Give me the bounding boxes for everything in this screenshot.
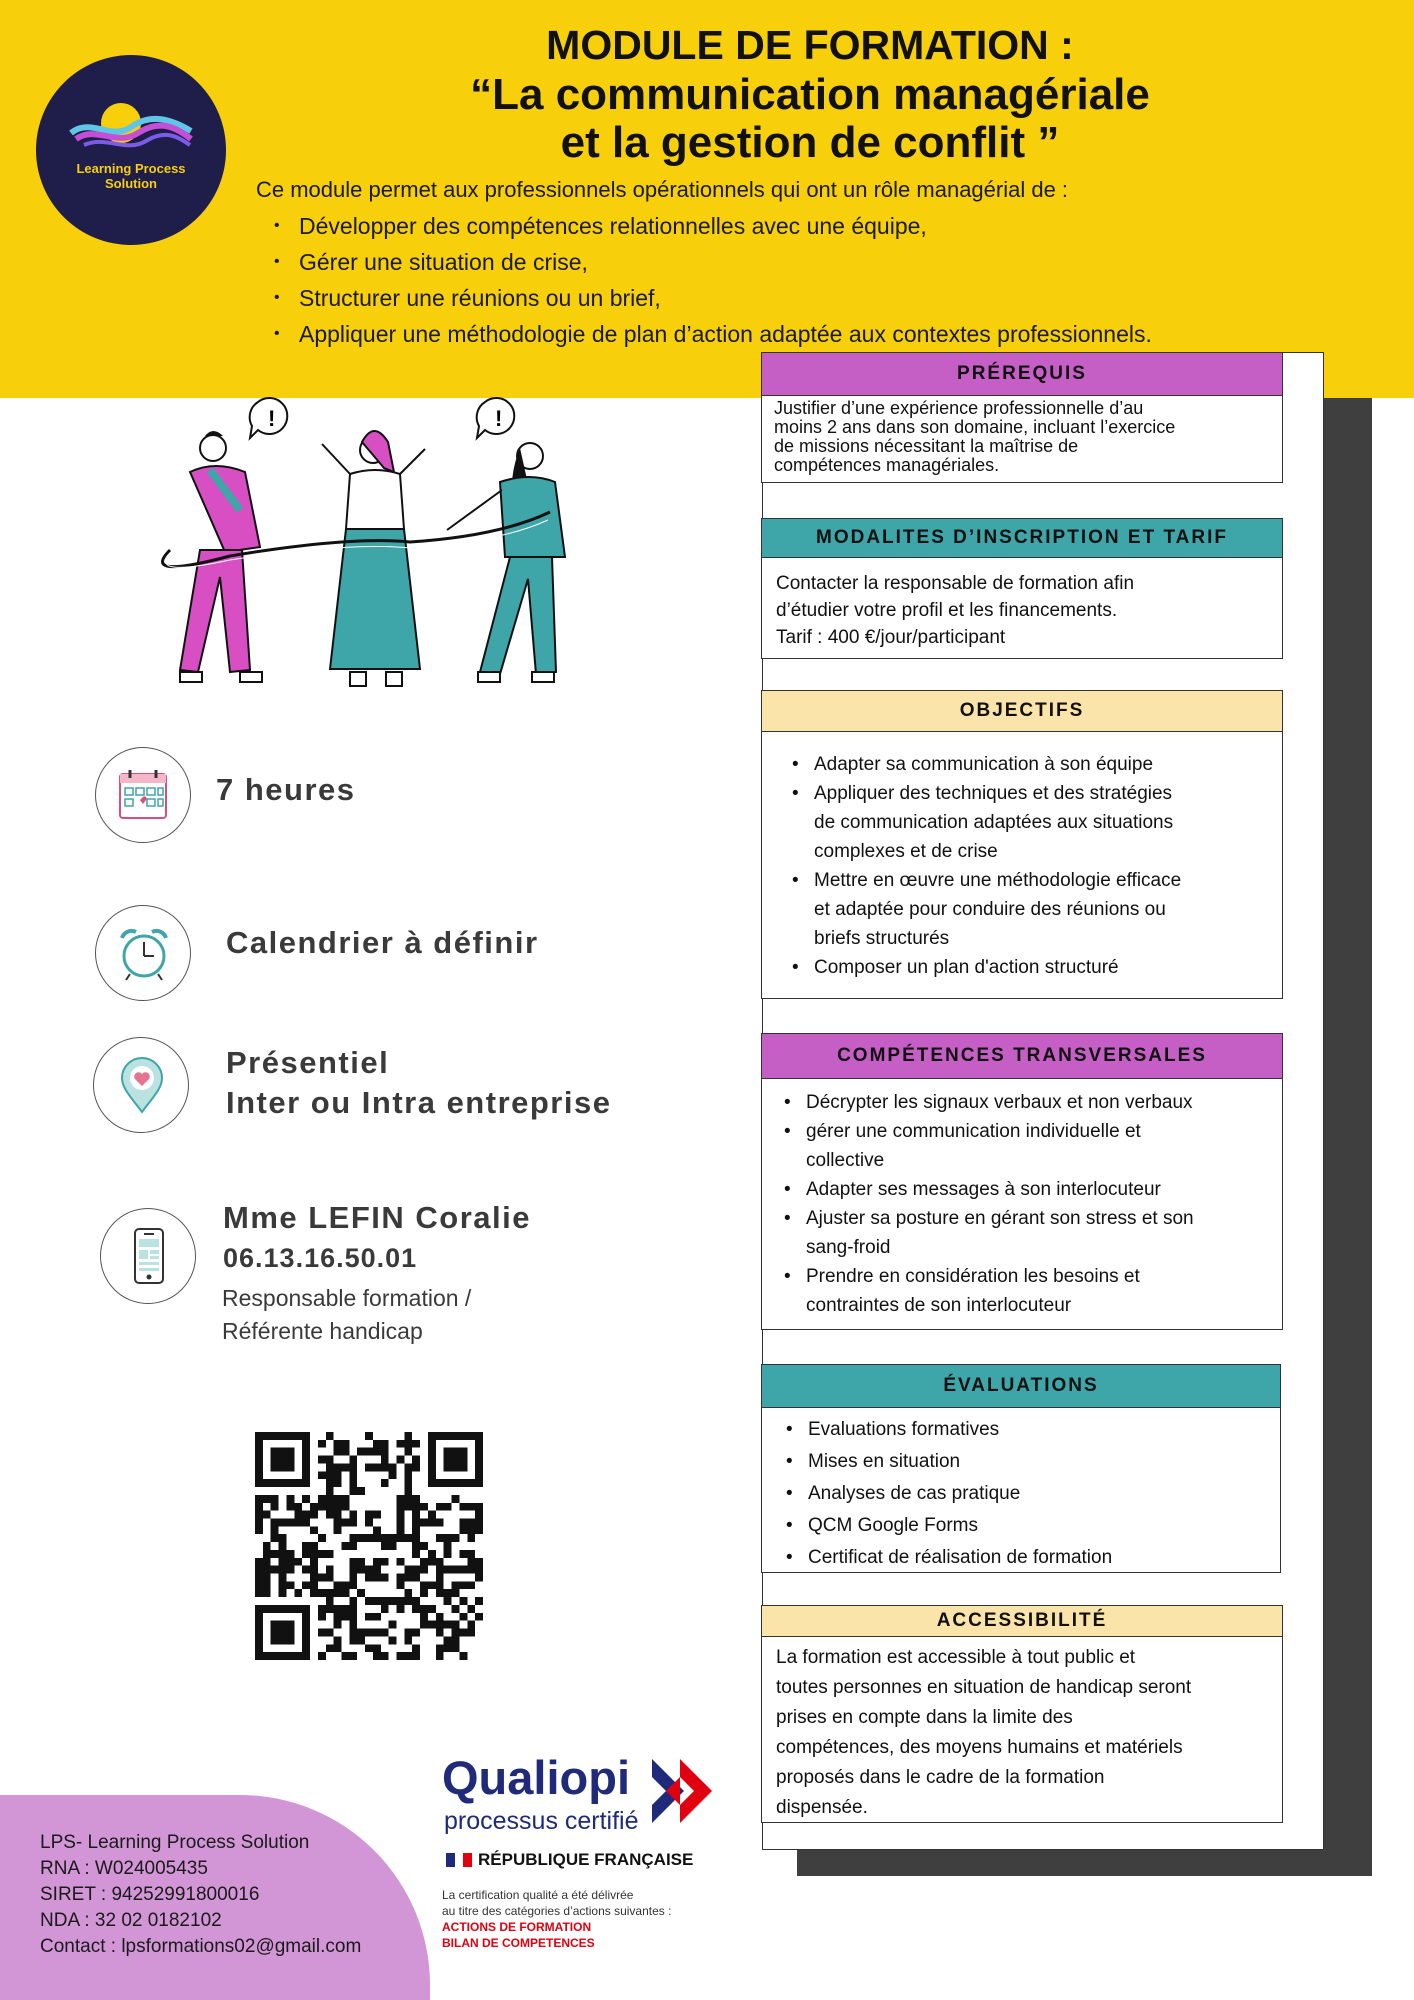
competence-item: • Ajuster sa posture en gérant son stress et son sang-froid bbox=[806, 1204, 1272, 1262]
mode-line2: Inter ou Intra entreprise bbox=[226, 1085, 612, 1120]
duration-text: 7 heures bbox=[216, 772, 356, 807]
header-bullet: • Gérer une situation de crise, bbox=[274, 249, 588, 276]
prerequis-body bbox=[761, 395, 1283, 483]
footer-rna: RNA : W024005435 bbox=[40, 1858, 208, 1879]
inscription-line: Contacter la responsable de formation afin bbox=[776, 573, 1135, 594]
action-category: BILAN DE COMPETENCES bbox=[442, 1936, 595, 1950]
logo-text-line2: Solution bbox=[105, 176, 157, 191]
objectif-item: • Adapter sa communication à son équipe bbox=[814, 750, 1272, 779]
footer-nda: NDA : 32 02 0182102 bbox=[40, 1910, 222, 1931]
svg-text:!: ! bbox=[495, 406, 503, 431]
prerequis-line: de missions nécessitant la maîtrise de bbox=[774, 436, 1079, 456]
evaluation-item: • QCM Google Forms bbox=[808, 1510, 1270, 1542]
qr-code[interactable] bbox=[255, 1432, 483, 1660]
contact-role bbox=[222, 1282, 471, 1348]
evaluation-item: • Certificat de réalisation de formation bbox=[808, 1542, 1270, 1574]
calendar-text: Calendrier à définir bbox=[226, 925, 539, 960]
competence-item: • Décrypter les signaux verbaux et non verbaux bbox=[806, 1088, 1272, 1117]
evaluation-item: • Analyses de cas pratique bbox=[808, 1478, 1270, 1510]
title-line3: et la gestion de conflit ” bbox=[560, 118, 1060, 167]
logo-text bbox=[36, 161, 226, 191]
header-bullet: • Structurer une réunions ou un brief, bbox=[274, 285, 661, 312]
evaluations-body bbox=[761, 1407, 1281, 1573]
action-category: ACTIONS DE FORMATION bbox=[442, 1920, 592, 1934]
competences-body bbox=[761, 1078, 1283, 1330]
logo-text-line1: Learning Process bbox=[76, 161, 186, 176]
objectif-item: • Mettre en œuvre une méthodologie efficace et adaptée pour conduire des réunions ou briefs structurés bbox=[814, 866, 1272, 953]
evaluations-header: ÉVALUATIONS bbox=[761, 1364, 1281, 1408]
prerequis-line: compétences managériales. bbox=[774, 455, 1000, 475]
objectifs-header: OBJECTIFS bbox=[761, 690, 1283, 732]
contact-name: Mme LEFIN Coralie bbox=[223, 1200, 531, 1235]
accessibilite-line: prises en compte dans la limite des bbox=[776, 1707, 1073, 1728]
calendar-circle bbox=[95, 747, 191, 843]
objectif-item: • Composer un plan d'action structuré bbox=[814, 953, 1272, 982]
inscription-body bbox=[761, 557, 1283, 659]
french-flag-icon bbox=[446, 1853, 472, 1867]
accessibilite-line: toutes personnes en situation de handicap seront bbox=[776, 1677, 1192, 1698]
location-heart-icon bbox=[112, 1056, 172, 1116]
alarm-clock-icon bbox=[114, 924, 174, 984]
accessibilite-header: ACCESSIBILITÉ bbox=[761, 1605, 1283, 1637]
accessibilite-line: compétences, des moyens humains et matériels bbox=[776, 1737, 1183, 1758]
accessibilite-line: La formation est accessible à tout public et bbox=[776, 1647, 1136, 1668]
qualiopi-brand: Qualiopi bbox=[442, 1751, 630, 1804]
accessibilite-line: dispensée. bbox=[776, 1797, 868, 1818]
calendar-icon bbox=[114, 766, 174, 826]
contact-phone: 06.13.16.50.01 bbox=[223, 1243, 418, 1273]
tarif-text: Tarif : 400 €/jour/participant bbox=[776, 627, 1006, 648]
prerequis-line: moins 2 ans dans son domaine, incluant l’exercice bbox=[774, 417, 1176, 437]
certification-text: La certification qualité a été délivrée au titre des catégories d’actions suivantes : ACTIONS DE FORMATION BILAN DE COMPETENCES bbox=[442, 1888, 672, 1950]
qualiopi-chevrons-icon bbox=[648, 1755, 720, 1827]
phone-circle bbox=[100, 1208, 196, 1304]
competence-item: • Adapter ses messages à son interlocuteur bbox=[806, 1175, 1272, 1204]
qualiopi-certification bbox=[440, 1745, 730, 1975]
competence-item: • Prendre en considération les besoins et contraintes de son interlocuteur bbox=[806, 1262, 1272, 1320]
accessibilite-body bbox=[761, 1636, 1283, 1823]
footer-siret: SIRET : 94252991800016 bbox=[40, 1884, 260, 1905]
inscription-line: d’étudier votre profil et les financements. bbox=[776, 600, 1118, 621]
qualiopi-subtitle: processus certifié bbox=[444, 1807, 639, 1835]
competences-header: COMPÉTENCES TRANSVERSALES bbox=[761, 1033, 1283, 1079]
evaluation-item: • Evaluations formatives bbox=[808, 1414, 1270, 1446]
objectif-item: • Appliquer des techniques et des stratégies de communication adaptées aux situations complexes et de crise bbox=[814, 779, 1272, 866]
republique-francaise: RÉPUBLIQUE FRANÇAISE bbox=[478, 1850, 694, 1869]
prerequis-header: PRÉREQUIS bbox=[761, 352, 1283, 396]
header-bullet: • Développer des compétences relationnelles avec une équipe, bbox=[274, 213, 927, 240]
title-line1: MODULE DE FORMATION : bbox=[546, 22, 1074, 68]
intro-text: Ce module permet aux professionnels opérationnels qui ont un rôle managérial de : bbox=[256, 177, 1069, 202]
contact-role-line1: Responsable formation / bbox=[222, 1285, 472, 1311]
company-logo bbox=[36, 55, 226, 245]
location-circle bbox=[93, 1037, 189, 1133]
logo-wave-icon bbox=[66, 95, 196, 155]
competence-item: • gérer une communication individuelle et collective bbox=[806, 1117, 1272, 1175]
header-bullet: • Appliquer une méthodologie de plan d’action adaptée aux contextes professionnels. bbox=[274, 321, 1152, 348]
title-line2: “La communication managériale bbox=[470, 70, 1150, 119]
mode-line1: Présentiel bbox=[226, 1045, 390, 1080]
evaluation-item: • Mises en situation bbox=[808, 1446, 1270, 1478]
clock-circle bbox=[95, 905, 191, 1001]
inscription-header: MODALITES D’INSCRIPTION ET TARIF bbox=[761, 518, 1283, 558]
prerequis-line: Justifier d’une expérience professionnelle d’au bbox=[774, 398, 1144, 418]
team-conflict-illustration bbox=[150, 390, 650, 720]
footer-company: LPS- Learning Process Solution bbox=[40, 1832, 310, 1853]
svg-text:!: ! bbox=[268, 406, 276, 431]
accessibilite-line: proposés dans le cadre de la formation bbox=[776, 1767, 1105, 1788]
contact-role-line2: Référente handicap bbox=[222, 1318, 423, 1344]
smartphone-icon bbox=[119, 1227, 179, 1287]
footer-contact-email[interactable]: Contact : lpsformations02@gmail.com bbox=[40, 1936, 362, 1957]
objectifs-body bbox=[761, 731, 1283, 999]
